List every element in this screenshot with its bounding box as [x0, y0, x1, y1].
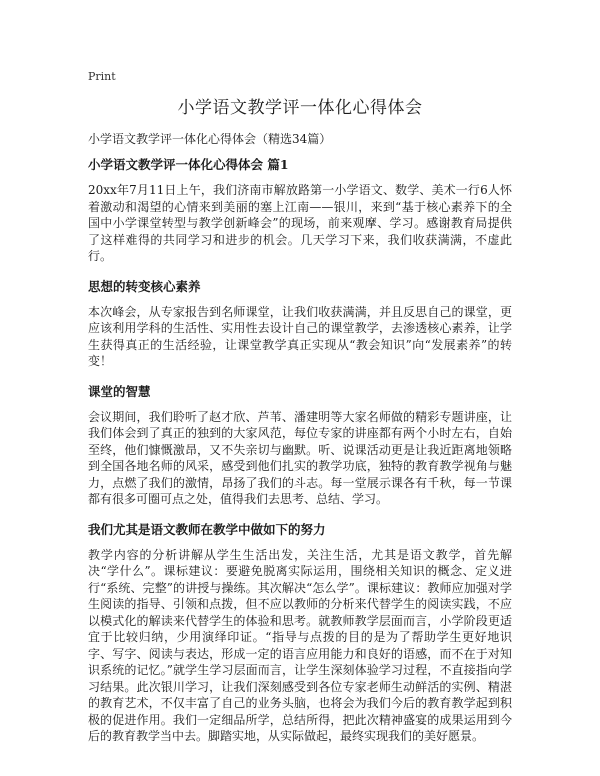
- print-label: Print: [88, 70, 116, 83]
- section-2: [88, 278, 512, 370]
- section-1: [88, 156, 512, 265]
- section-heading: 小学语文教学评一体化心得体会 篇1: [88, 157, 289, 172]
- article-body: [88, 156, 512, 758]
- section-paragraph: 本次峰会，从专家报告到名师课堂，让我们收获满满，并且反思自己的课堂，更应该利用学科的生活性、实用性去设计自己的课堂教学，去渗透核心素养，让学生获得真正的生活经验，让课堂教学真正实现从“教会知识”向“发展素养”的转变！: [88, 304, 512, 368]
- section-heading: 我们尤其是语文教师在教学中做如下的努力: [88, 521, 326, 537]
- section-3: [88, 383, 512, 508]
- section-heading: 思想的转变核心素养: [88, 278, 201, 294]
- section-paragraph: 教学内容的分析讲解从学生生活出发，关注生活，尤其是语文教学，首先解决“学什么”。课标建议：要避免脱离实际运用，围绕相关知识的概念、定义进行“系统、完整”的讲授与操练。其次解决“怎么学”。课标建议：教师应加强对学生阅读的指导、引领和点拨，但不应以教师的分析来代替学生的阅读实践，不应以模式化的解读来代替学生的体验和思考。就教师教学层面而言，小学阶段更适宜于比较归纳，少用演绎印证。“指导与点拨的目的是为了帮助学生更好地识字、写字、阅读与表达，形成一定的语言应用能力和良好的语感，而不在于对知识系统的记忆。”就学生学习层面而言，让学生深刻体验学习过程，不直接指向学习结果。此次银川学习，让我们深刻感受到各位专家老师生动鲜活的实例、精湛的教育艺术，不仅丰富了自己的业务头脑，也将会为我们今后的教育教学起到积极的促进作用。我们一定细品所学，总结所得，把此次精神盛宴的成果运用到今后的教育教学当中去。脚踏实地，从实际做起，最终实现我们的美好愿景。: [88, 547, 512, 743]
- page-subtitle: 小学语文教学评一体化心得体会（精选34篇）: [88, 132, 332, 146]
- section-paragraph: 20xx年7月11日上午，我们济南市解放路第一小学语文、数学、美术一行6人怀着激动和渴望的心情来到美丽的塞上江南——银川，来到“基于核心素养下的全国中小学课堂转型与教学创新峰会”的现场，前来观摩、学习。感谢教育局提供了这样难得的共同学习和进步的机会。几天学习下来，我们收获满满，不虚此行。: [88, 183, 512, 263]
- page-title: 小学语文教学评一体化心得体会: [177, 98, 423, 118]
- section-4: [88, 521, 512, 745]
- section-paragraph: 会议期间，我们聆听了赵才欣、芦苇、潘建明等大家名师做的精彩专题讲座，让我们体会到了真正的独到的大家风范，每位专家的讲座都有两个小时左右，自始至终，他们慷慨激昂，又不失亲切与幽默。听、说课活动更是让我近距离地领略到全国各地名师的风采，感受到他们扎实的教学功底，独特的教育教学视角与魅力，点燃了我们的激情，昂扬了我们的斗志。每一堂展示课各有千秋，每一节课都有很多可圈可点之处，值得我们去思考、总结、学习。: [88, 409, 512, 506]
- section-heading: 课堂的智慧: [88, 383, 151, 399]
